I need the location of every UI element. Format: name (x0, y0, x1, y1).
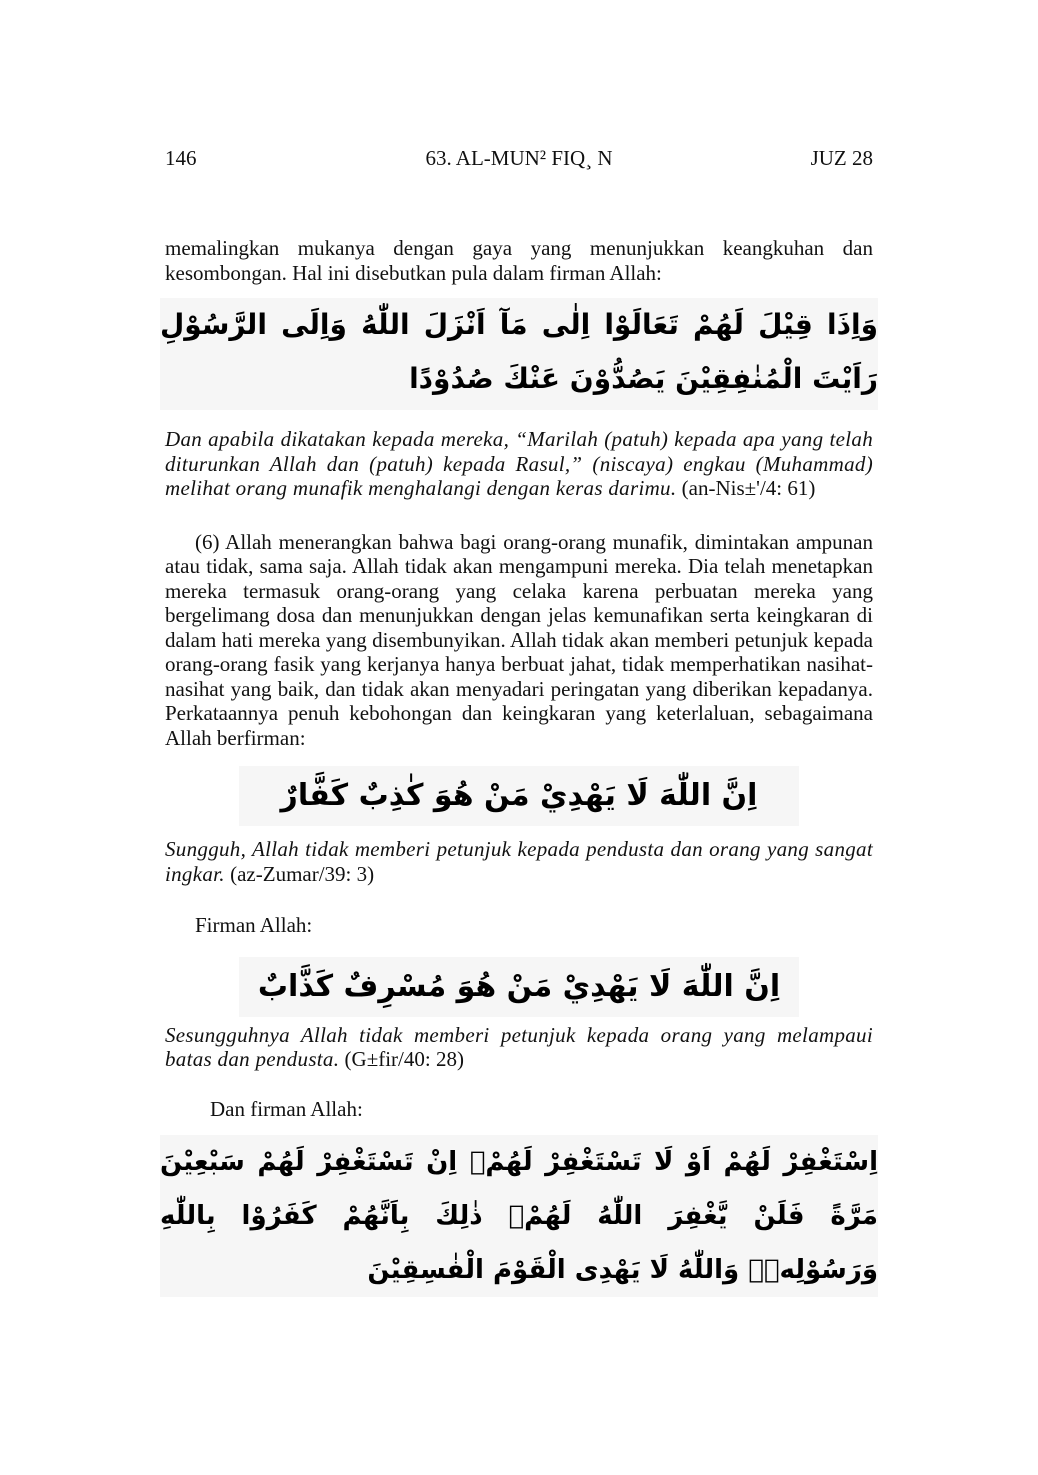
arabic-verse-4: اِسْتَغْفِرْ لَهُمْ اَوْ لَا تَسْتَغْفِرْ لَهُمْۗ اِنْ تَسْتَغْفِرْ لَهُمْ سَبْعِيْنَ مَرَّةً فَلَنْ يَّغْفِرَ اللّٰهُ لَهُمْۗ ذٰلِكَ بِاَنَّهُمْ كَفَرُوْا بِاللّٰهِ وَرَسُوْلِهٖۗ وَاللّٰهُ لَا يَهْدِى الْقَوْمَ الْفٰسِقِيْنَ (160, 1135, 878, 1297)
paragraph-explanation: (6) Allah menerangkan bahwa bagi orang-orang munafik, dimintakan ampunan atau tidak, sama saja. Allah tidak akan mengampuni mereka. Dia telah menetapkan mereka termasuk orang-orang yang celaka karena perbuatan mereka yang bergelimang dosa dan menunjukkan dengan jelas kemunafikan serta keingkaran di dalam hati mereka yang disembunyikan. Allah tidak akan memberi petunjuk kepada orang-orang fasik yang kerjanya hanya berbuat jahat, tidak memperhatikan nasihat-nasihat yang baik, dan tidak akan menyadari peringatan yang diberikan kepadanya. Perkataannya penuh kebohongan dan keingkaran yang keterlaluan, sebagaimana Allah berfirman: (165, 529, 873, 750)
arabic-verse-2: اِنَّ اللّٰهَ لَا يَهْدِيْ مَنْ هُوَ كٰذِبٌ كَفَّارٌ (239, 766, 799, 826)
surah-title: 63. AL-MUN² FIQ¸ N (425, 146, 613, 170)
verse-reference: (an-Nis±'/4: 61) (681, 476, 816, 500)
translation-1 (165, 427, 873, 501)
paragraph-dan-firman: Dan firman Allah: (210, 1096, 363, 1121)
translation-text: Dan apabila dikatakan kepada mereka, “Marilah (patuh) kepada apa yang telah diturunkan Allah dan (patuh) kepada Rasul,” (niscaya) engkau (Muhammad) melihat orang munafik menghalangi dengan keras darimu. (165, 427, 873, 500)
page-number: 146 (165, 146, 197, 170)
translation-text: Sesungguhnya Allah tidak memberi petunjuk kepada orang yang melampaui batas dan pendusta. (165, 1022, 873, 1071)
page-body (160, 236, 878, 1297)
arabic-verse-1: وَاِذَا قِيْلَ لَهُمْ تَعَالَوْا اِلٰى مَآ اَنْزَلَ اللّٰهُ وَاِلَى الرَّسُوْلِ رَاَيْتَ الْمُنٰفِقِيْنَ يَصُدُّوْنَ عَنْكَ صُدُوْدًا (160, 298, 878, 410)
translation-3 (165, 1023, 873, 1072)
verse-reference: (az-Zumar/39: 3) (230, 861, 375, 886)
translation-2 (165, 837, 873, 886)
arabic-verse-3: اِنَّ اللّٰهَ لَا يَهْدِيْ مَنْ هُوَ مُسْرِفٌ كَذَّابٌ (239, 957, 799, 1017)
translation-text: Sungguh, Allah tidak memberi petunjuk kepada pendusta dan orang yang sangat ingkar. (165, 837, 873, 886)
juz-label: JUZ 28 (810, 146, 873, 170)
paragraph-intro: memalingkan mukanya dengan gaya yang menunjukkan keangkuhan dan kesombongan. Hal ini disebutkan pula dalam firman Allah: (165, 236, 873, 285)
page-header (165, 146, 873, 172)
paragraph-firman: Firman Allah: (195, 913, 313, 937)
verse-reference: (G±fir/40: 28) (344, 1047, 464, 1071)
